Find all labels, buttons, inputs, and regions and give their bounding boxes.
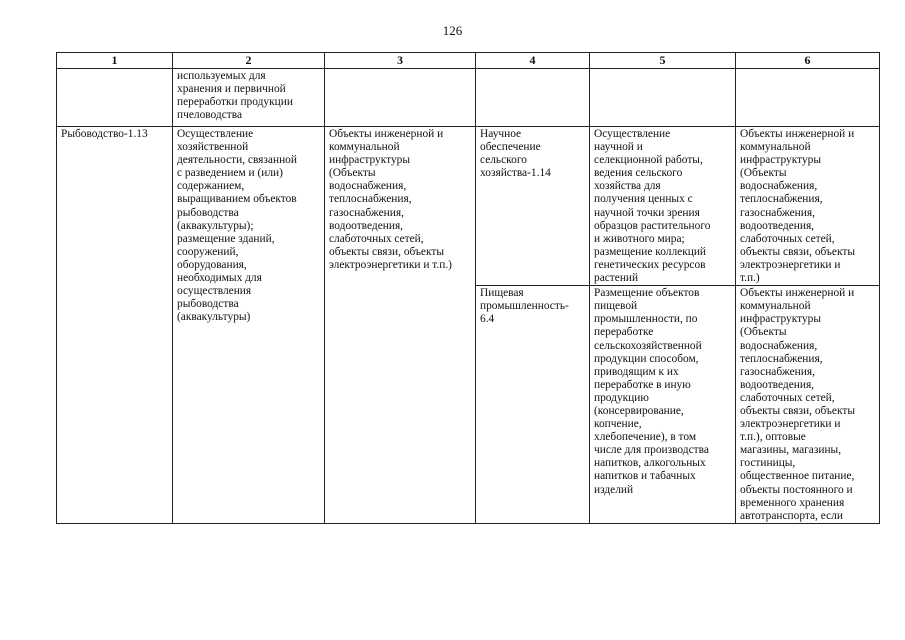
continuation-col-3 (325, 69, 476, 127)
food-industry-description: Размещение объектов пищевой промышленности, по переработке сельскохозяйственной продукции способом, приводящим к их переработке в иную продукцию (консервирование, копчение, хлебопечение), в том числе для производства напитков, алкогольных напитков и табачных изделий (590, 286, 736, 524)
header-col-1: 1 (57, 53, 173, 69)
header-col-3: 3 (325, 53, 476, 69)
continuation-col-5 (590, 69, 736, 127)
header-row (57, 53, 880, 69)
fish-farming-description: Осуществление хозяйственной деятельности, связанной с разведением и (или) содержанием, выращиванием объектов рыбоводства (аквакультуры); размещение зданий, сооружений, оборудования, необходимых для осуществления рыбоводства (аквакультуры) (173, 127, 325, 524)
fish-farming-name: Рыбоводство-1.13 (57, 127, 173, 524)
continuation-col-1 (57, 69, 173, 127)
food-industry-name: Пищевая промышленность- 6.4 (476, 286, 590, 524)
page-number: 126 (442, 23, 463, 38)
science-use-objects: Объекты инженерной и коммунальной инфраструктуры (Объекты водоснабжения, теплоснабжения, газоснабжения, водоотведения, слаботочных сетей, объекты связи, объекты электроэнергетики и т.п.) (736, 127, 880, 286)
land-use-table (56, 52, 880, 524)
science-use-description: Осуществление научной и селекционной работы, ведения сельского хозяйства для получения ценных с научной точки зрения образцов растительного и животного мира; размещение коллекций генетических ресурсов растений (590, 127, 736, 286)
header-col-5: 5 (590, 53, 736, 69)
continuation-col-2: используемых для хранения и первичной переработки продукции пчеловодства (173, 69, 325, 127)
continuation-col-4 (476, 69, 590, 127)
continuation-col-6 (736, 69, 880, 127)
science-use-name: Научное обеспечение сельского хозяйства-1.14 (476, 127, 590, 286)
header-col-2: 2 (173, 53, 325, 69)
header-col-6: 6 (736, 53, 880, 69)
header-col-4: 4 (476, 53, 590, 69)
food-industry-objects: Объекты инженерной и коммунальной инфраструктуры (Объекты водоснабжения, теплоснабжения, газоснабжения, водоотведения, слаботочных сетей, объекты связи, объекты электроэнергетики и т.п.), оптовые магазины, магазины, гостиницы, общественное питание, объекты постоянного и временного хранения автотранспорта, если (736, 286, 880, 524)
fish-farming-allowed-objects: Объекты инженерной и коммунальной инфраструктуры (Объекты водоснабжения, теплоснабжения, газоснабжения, водоотведения, слаботочных сетей, объекты связи, объекты электроэнергетики и т.п.) (325, 127, 476, 524)
fish-farming-row (57, 127, 880, 286)
continuation-row (57, 69, 880, 127)
